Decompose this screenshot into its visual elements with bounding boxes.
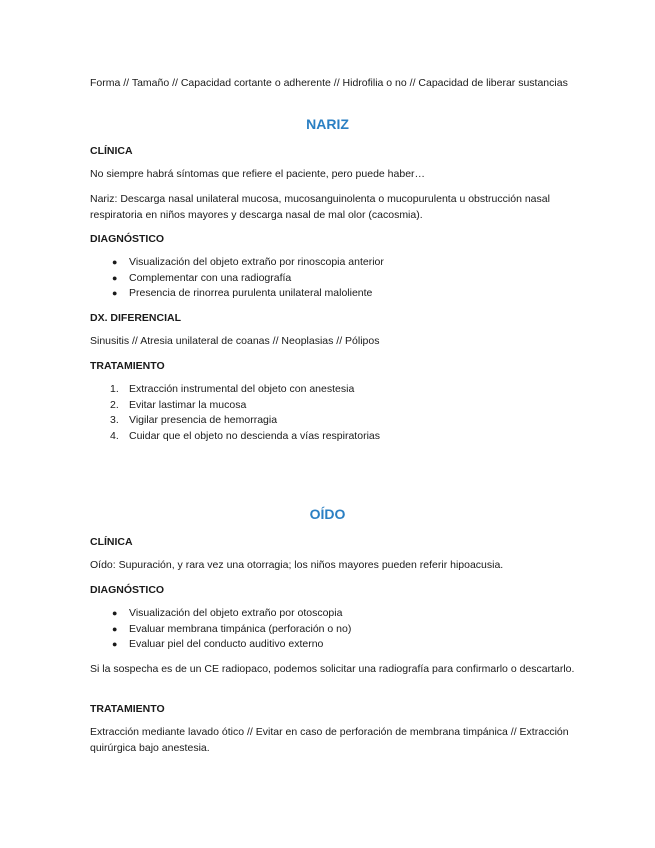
bullet-icon: ● xyxy=(112,623,118,634)
list-item: 1. Extracción instrumental del objeto con anestesia xyxy=(110,383,355,395)
nariz-clinica-heading: CLÍNICA xyxy=(90,145,133,157)
list-item: 2. Evitar lastimar la mucosa xyxy=(110,398,247,411)
list-item: 3. Vigilar presencia de hemorragia xyxy=(110,414,278,426)
oido-diagnostico-list xyxy=(90,606,580,653)
nariz-dx-diferencial-heading: DX. DIFERENCIAL xyxy=(90,312,182,324)
list-item: ● Evaluar membrana timpánica (perforación o no) xyxy=(90,622,580,638)
nariz-tratamiento-heading: TRATAMIENTO xyxy=(90,360,165,372)
nariz-dx-diferencial-text: Sinusitis // Atresia unilateral de coanas // Neoplasias // Pólipos xyxy=(90,335,380,347)
list-item: 4. Cuidar que el objeto no descienda a vías respiratorias xyxy=(110,429,380,442)
nariz-diagnostico-list xyxy=(90,255,580,302)
nariz-diagnostico-heading: DIAGNÓSTICO xyxy=(90,233,165,245)
oido-diagnostico-heading: DIAGNÓSTICO xyxy=(90,584,165,596)
section-title-oido: OÍDO xyxy=(309,506,346,522)
list-item: ● Evaluar piel del conducto auditivo externo xyxy=(90,637,580,653)
oido-tratamiento-text: Extracción mediante lavado ótico // Evitar en caso de perforación de membrana timpánica // Extracción quirúrgica bajo anestesia. xyxy=(90,726,569,754)
bullet-icon: ● xyxy=(112,288,118,298)
oido-tratamiento-heading: TRATAMIENTO xyxy=(90,703,165,715)
list-item: ● Complementar con una radiografía xyxy=(90,271,580,287)
bullet-icon: ● xyxy=(112,257,118,267)
bullet-icon: ● xyxy=(112,272,118,283)
oido-clinica-heading: CLÍNICA xyxy=(90,536,133,548)
bullet-icon: ● xyxy=(112,608,118,618)
intro-paragraph: Forma // Tamaño // Capacidad cortante o adherente // Hidrofilia o no // Capacidad de liberar sustancias xyxy=(90,77,568,89)
oido-sospecha-paragraph: Si la sospecha es de un CE radiopaco, podemos solicitar una radiografía para confirmarlo o descartarlo. xyxy=(90,663,575,675)
section-title-nariz: NARIZ xyxy=(306,116,349,132)
list-item: ● Visualización del objeto extraño por rinoscopia anterior xyxy=(90,255,580,271)
list-item: ● Visualización del objeto extraño por otoscopia xyxy=(90,606,580,622)
list-item: ● Presencia de rinorrea purulenta unilateral maloliente xyxy=(90,286,580,302)
oido-clinica-text: Oído: Supuración, y rara vez una otorragia; los niños mayores pueden referir hipoacusia. xyxy=(90,559,504,571)
nariz-tratamiento-list xyxy=(90,382,580,444)
nariz-clinica-paragraph-2: Nariz: Descarga nasal unilateral mucosa, mucosanguinolenta o mucopurulenta u obstrucción nasal respiratoria en niños mayores y descarga nasal de mal olor (cacosmia). xyxy=(90,193,550,221)
bullet-icon: ● xyxy=(112,639,118,649)
nariz-clinica-paragraph-1: No siempre habrá síntomas que refiere el paciente, pero puede haber… xyxy=(90,168,426,180)
